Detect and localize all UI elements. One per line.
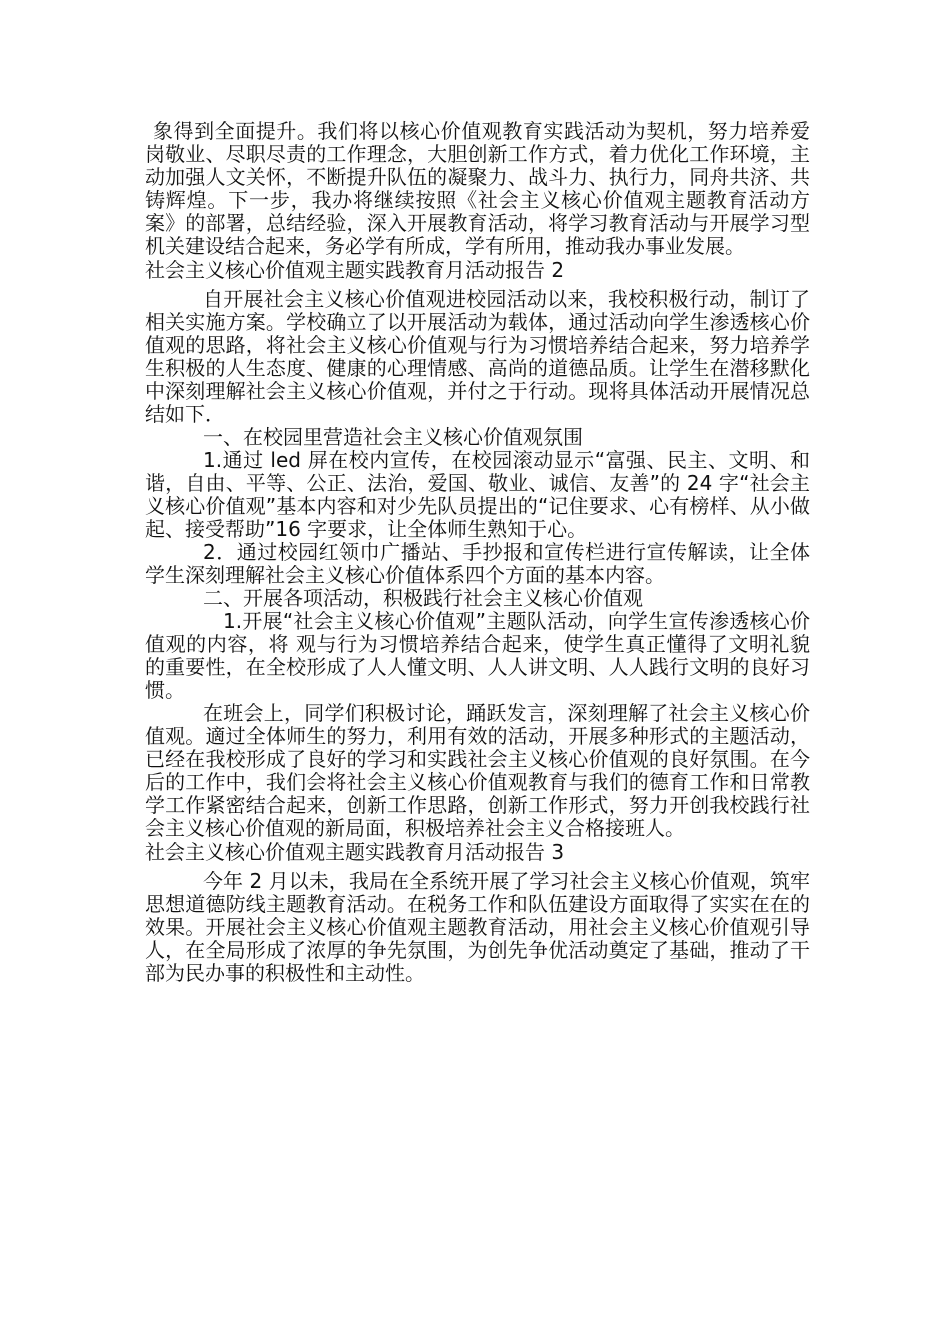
paragraph-7: 今年 2 月以未，我局在全系统开展了学习社会主义核心价值观，筑牢思想道德防线主题教育活动。在税务工作和队伍建设方面取得了实实在在的效果。开展社会主义核心价值观主题教育活动，用社会主义核心价值观引导人，在全局形成了浓厚的争先氛围，为创先争优活动奠定了基础，推动了干部为民办事的积极性和主动性。 [145, 869, 810, 985]
report-heading-2: 社会主义核心价值观主题实践教育月活动报告 2 [145, 258, 565, 282]
paragraph-5: 1.开展“社会主义核心价值观”主题队活动，向学生宣传渗透核心价值观的内容，将 观与行为习惯培养结合起来，使学生真正懂得了文明礼貌的重要性，在全校形成了人人懂文明、人人讲文明、人人践行文明的良好习惯。 [145, 609, 810, 702]
paragraph-1: 象得到全面提升。我们将以核心价值观教育实践活动为契机，努力培养爱岗敬业、尽职尽责的工作理念，大胆创新工作方式，着力优化工作环境，主动加强人文关怀，不断提升队伍的凝聚力、战斗力、执行力，同舟共济、共铸辉煌。下一步，我办将继续按照《社会主义核心价值观主题教育活动方案》的部署，总结经验，深入开展教育活动，将学习教育活动与开展学习型机关建设结合起来，务必学有所成，学有所用，推动我办事业发展。 [145, 119, 810, 258]
paragraph-3: 1.通过 led 屏在校内宣传，在校园滚动显示“富强、民主、文明、和谐，自由、平等、公正、法治，爱国、敬业、诚信、友善”的 24 字“社会主义核心价值观”基本内容和对少先队员提出的“记住要求、心有榜样、从小做起、接受帮助”16 字要求，让全体师生熟知于心。 [145, 448, 810, 541]
paragraph-2: 自开展社会主义核心价值观进校园活动以来，我校积极行动，制订了相关实施方案。学校确立了以开展活动为载体，通过活动向学生渗透核心价值观的思路，将社会主义核心价值观与行为习惯培养结合起来，努力培养学生积极的人生态度、健康的心理情感、高尚的道德品质。让学生在潜移默化中深刻理解社会主义核心价值观，并付之于行动。现将具体活动开展情况总结如下． [145, 287, 810, 426]
paragraph-4: 2．通过校园红领巾广播站、手抄报和宣传栏进行宣传解读，让全体学生深刻理解社会主义核心价值体系四个方面的基本内容。 [145, 540, 810, 587]
section-heading-1: 一、在校园里营造社会主义核心价值观氛围 [203, 425, 583, 449]
paragraph-6: 在班会上，同学们积极讨论，踊跃发言，深刻理解了社会主义核心价值观。適过全体师生的努力，利用有效的活动，开展多种形式的主题活动，已经在我校形成了良好的学习和实践社会主义核心价值观的良好氛围。在今后的工作中，我们会将社会主义核心价值观教育与我们的德育工作和日常教学工作紧密结合起来，创新工作思路，创新工作形式，努力开创我校践行社会主义核心价值观的新局面，积极培养社会主义合格接班人。 [145, 701, 810, 840]
report-heading-3: 社会主义核心价值观主题实践教育月活动报告 3 [145, 840, 565, 864]
document-body [145, 120, 810, 985]
section-heading-2: 二、开展各项活动，积极践行社会主义核心价值观 [203, 586, 643, 610]
